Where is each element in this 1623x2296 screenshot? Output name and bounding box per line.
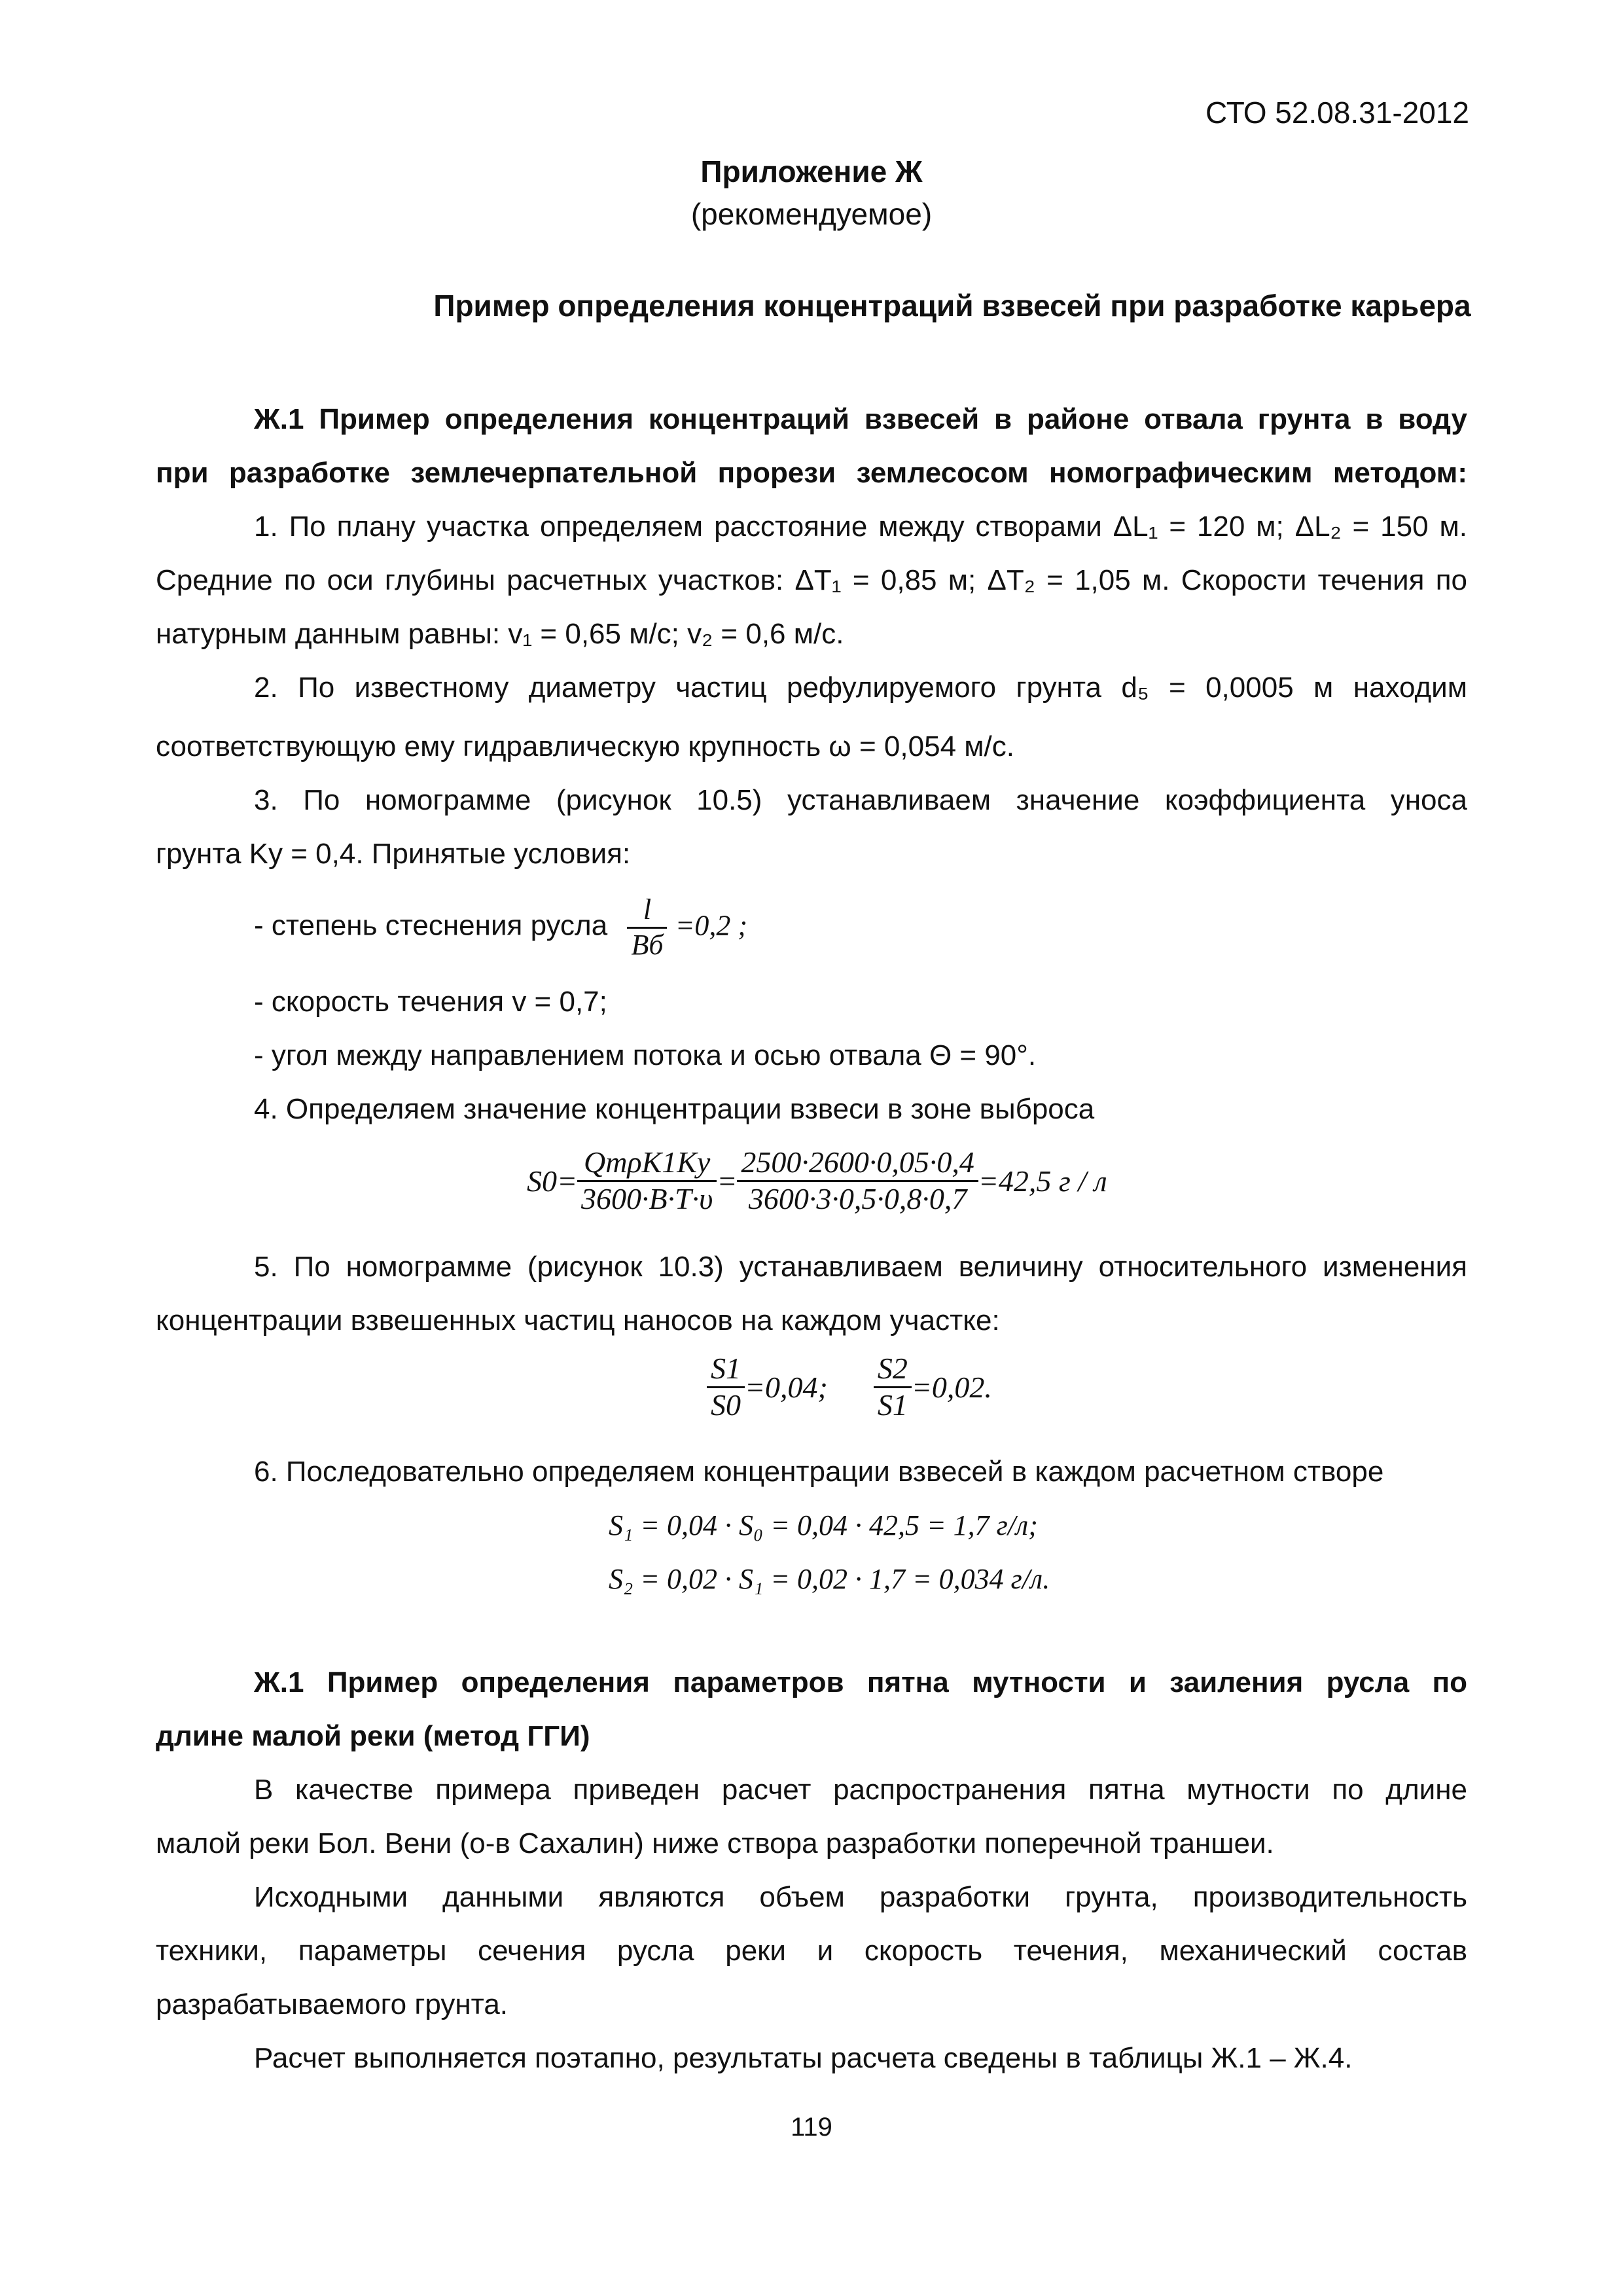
ratio-1-fraction [707, 1352, 745, 1423]
ratio-formulas [707, 1352, 992, 1423]
section2-p2-line3: разрабатываемого грунта. [156, 1988, 508, 2020]
condition-1-denominator: Bб [631, 928, 664, 961]
ratio-2-value: =0,02. [911, 1370, 992, 1404]
formula-s0-fraction-1-numerator: QmρK1Ky [577, 1145, 717, 1182]
section1-p2-line1: 2. По известному диаметру частиц рефулируемого грунта d₅ = 0,0005 м находим [254, 672, 1467, 704]
ratio-2-fraction [874, 1352, 912, 1423]
ratio-1-numerator: S1 [707, 1352, 745, 1388]
ratio-1-denominator: S0 [711, 1388, 741, 1422]
formula-s0-fraction-1 [577, 1145, 717, 1217]
formula-s0-lhs: S0 [527, 1164, 557, 1198]
formula-s0-fraction-2-numerator: 2500·2600·0,05·0,4 [737, 1145, 978, 1182]
section1-p5-line1: 5. По номограмме (рисунок 10.3) устанавливаем величину относительного изменения [254, 1251, 1467, 1283]
section2-p2-line1: Исходными данными являются объем разработки грунта, производительность [254, 1881, 1467, 1913]
section1-heading-line2: при разработке землечерпательной прорези землесосом номографическим методом: [156, 457, 1467, 489]
appendix-subtitle: (рекомендуемое) [690, 197, 933, 231]
page-number: 119 [791, 2113, 832, 2142]
formula-s0: S0= $\frac{\text{QmρK1Ky}}{3600\cdot B\cdot T\cdot\upsilon}$ = $\frac{2500\cdot 2600\cdot 0,05\cdot 0,4}{3600\cdot 3\cdot 0,5\cdot 0,8\cdot 0,7}$ =42,5 г / л [527, 1145, 1107, 1215]
section1-p2-line2: соответствующую ему гидравлическую крупность ω = 0,054 м/с. [156, 730, 1014, 762]
section2-p1-line1: В качестве примера приведен расчет распространения пятна мутности по длине [254, 1774, 1467, 1806]
section1-p3-line1: 3. По номограмме (рисунок 10.5) устанавливаем значение коэффициента уноса [254, 784, 1467, 816]
condition-1-fraction [627, 893, 667, 961]
appendix-heading: Пример определения концентраций взвесей при разработке карьера [433, 289, 1471, 323]
formula-s0-fraction-2 [737, 1145, 978, 1217]
equation-s2: S₂ = 0,02 · S₁ = 0,02 · 1,7 = 0,034 г/л. [609, 1563, 1050, 1595]
formula-s0-fraction-1-denominator: 3600·B·T·υ [581, 1181, 713, 1215]
section2-p2-line2: техники, параметры сечения русла реки и скорость течения, механический состав [156, 1935, 1467, 1967]
section1-p4: 4. Определяем значение концентрации взвеси в зоне выброса [254, 1093, 1095, 1125]
equation-s1: S₁ = 0,04 · S₀ = 0,04 · 42,5 = 1,7 г/л; [609, 1509, 1038, 1541]
section2-heading-line2: длине малой реки (метод ГГИ) [156, 1720, 590, 1752]
condition-1 [254, 893, 747, 961]
section1-p1-line2: Средние по оси глубины расчетных участков: ΔT₁ = 0,85 м; ΔT₂ = 1,05 м. Скорости течения по [156, 564, 1467, 596]
ratio-2-numerator: S2 [874, 1352, 912, 1388]
section1-p1-line1: 1. По плану участка определяем расстояние между створами ΔL₁ = 120 м; ΔL₂ = 150 м. [254, 511, 1467, 543]
formula-s0-result: =42,5 г / л [978, 1164, 1107, 1198]
section1-p1-line3: натурным данным равны: v₁ = 0,65 м/с; v₂ = 0,6 м/с. [156, 618, 844, 650]
section2-heading-line1: Ж.1 Пример определения параметров пятна мутности и заиления русла по [254, 1666, 1467, 1698]
condition-1-value: =0,2 ; [675, 909, 748, 942]
section1-p5-line2: концентрации взвешенных частиц наносов на каждом участке: [156, 1304, 1000, 1336]
section1-p3-line2: грунта Kу = 0,4. Принятые условия: [156, 838, 631, 870]
document-code: СТО 52.08.31-2012 [1205, 96, 1469, 130]
condition-3: - угол между направлением потока и осью отвала Θ = 90°. [254, 1039, 1037, 1071]
section1-p6: 6. Последовательно определяем концентрации взвесей в каждом расчетном створе [254, 1456, 1384, 1488]
formula-s0-fraction-2-denominator: 3600·3·0,5·0,8·0,7 [748, 1181, 967, 1215]
section2-p1-line2: малой реки Бол. Вени (о-в Сахалин) ниже створа разработки поперечной траншеи. [156, 1827, 1274, 1859]
condition-1-text: - степень стеснения русла [254, 909, 608, 942]
appendix-title: Приложение Ж [700, 154, 923, 188]
section2-p3: Расчет выполняется поэтапно, результаты расчета сведены в таблицы Ж.1 – Ж.4. [254, 2042, 1353, 2074]
condition-2: - скорость течения v = 0,7; [254, 986, 607, 1018]
section1-heading-line1: Ж.1 Пример определения концентраций взвесей в районе отвала грунта в воду [254, 403, 1467, 435]
condition-1-numerator: l [627, 893, 667, 929]
ratio-2-denominator: S1 [877, 1388, 908, 1422]
ratio-1-value: =0,04; [745, 1370, 828, 1404]
